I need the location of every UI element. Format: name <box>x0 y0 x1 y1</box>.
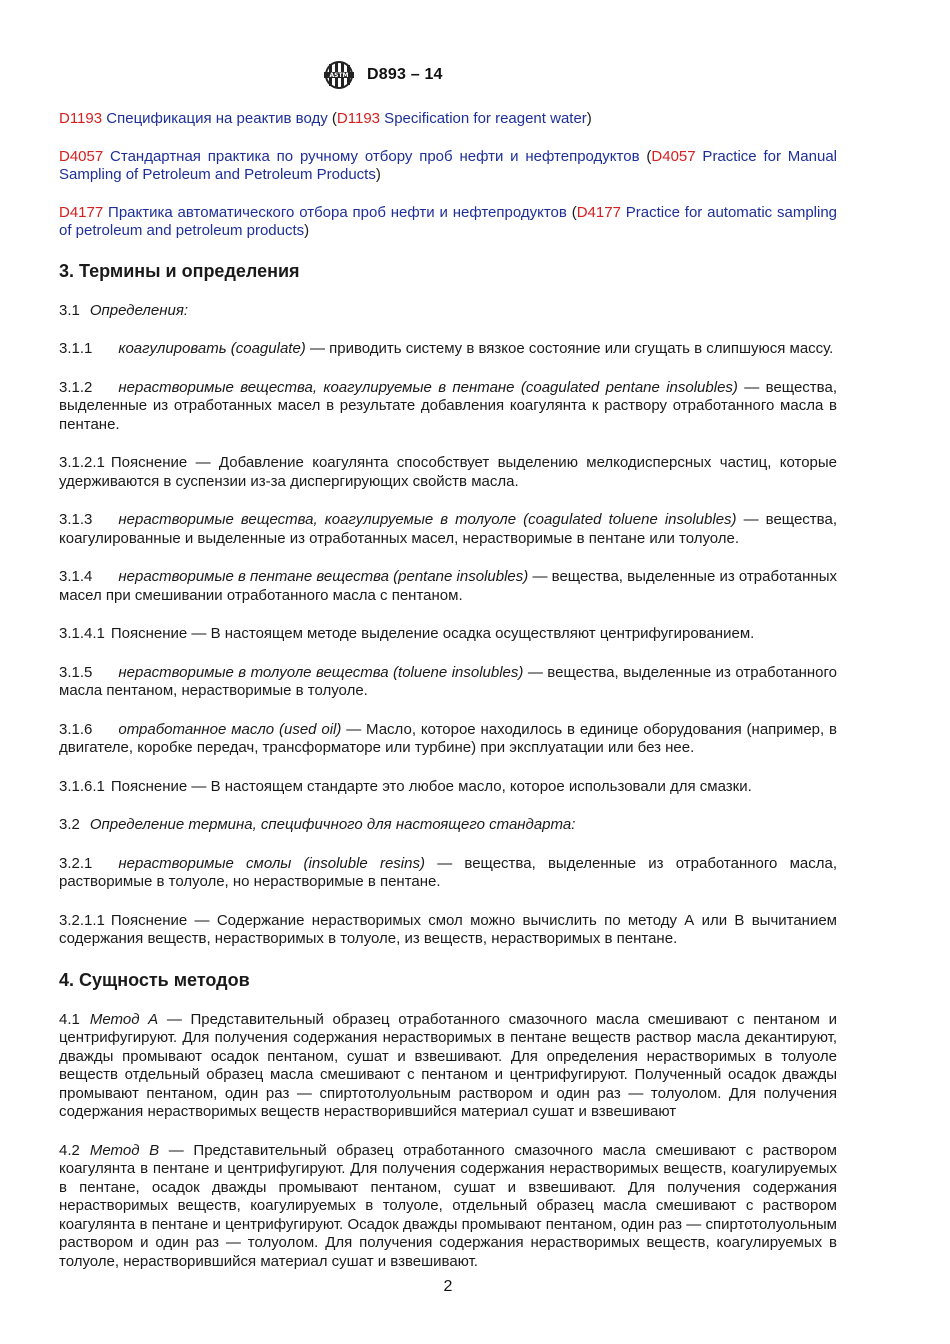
clause-number: 3.1.3 <box>59 511 93 528</box>
clause-number: 3.1.2 <box>59 378 93 396</box>
clause-number: 3.1.2.1 <box>59 454 105 471</box>
section3-items <box>59 302 837 949</box>
section-heading: 3. Термины и определения <box>59 260 300 281</box>
definition-paragraph <box>59 664 837 701</box>
section4-items <box>59 1011 837 1272</box>
reference-title-en: Practice for automatic sampling of petroleum and petroleum products <box>59 203 838 239</box>
reference-item <box>59 148 837 185</box>
clause-text: — вещества, коагулированные и выделенные из отработанных масел, нерастворимые в пентане или толуоле. <box>59 511 837 547</box>
definition-paragraph <box>59 855 837 892</box>
clause-text: — вещества, выделенные из отработанных масел в результате добавления коагулянта к раствору отработанного масла в пентане. <box>59 378 837 433</box>
reference-code-link[interactable]: D4057 <box>651 147 696 165</box>
definition-paragraph <box>59 340 837 359</box>
clause-number: 3.2.1.1 <box>59 911 105 929</box>
definition-paragraph <box>59 816 837 835</box>
clause-number: 3.1.5 <box>59 663 93 681</box>
clause-number: 3.1.6.1 <box>59 777 105 795</box>
reference-code-link[interactable]: D4057 <box>59 147 104 165</box>
definition-paragraph <box>59 778 837 797</box>
document-header <box>321 58 443 92</box>
clause-text: Пояснение — Содержание нерастворимых смол можно вычислить по методу А или В вычитанием содержания веществ, нерастворимых в толуоле, из веществ, нерастворимых в пентане. <box>59 911 837 947</box>
clause-number: 4.2 <box>59 1141 80 1159</box>
reference-title-en: Specification for reagent water <box>380 110 587 127</box>
clause-text: Пояснение — В настоящем методе выделение осадка осуществляют центрифугированием. <box>110 625 755 642</box>
definition-paragraph <box>59 1011 837 1122</box>
reference-code-link[interactable]: D1193 <box>59 110 103 127</box>
clause-number: 4.1 <box>59 1010 80 1028</box>
clause-term: Определение термина, специфичного для настоящего стандарта: <box>89 816 576 833</box>
clause-text: — вещества, выделенные из отработанных масел при смешивании отработанного масла с пентаном. <box>59 568 837 604</box>
clause-number: 3.1.4.1 <box>59 625 105 642</box>
reference-code-link[interactable]: D4177 <box>576 203 621 221</box>
clause-term: нерастворимые вещества, коагулируемые в толуоле (coagulated toluene insolubles) <box>118 511 737 528</box>
clause-text: Пояснение — В настоящем стандарте это любое масло, которое использовали для смазки. <box>110 777 752 795</box>
clause-number: 3.2.1 <box>59 854 93 872</box>
definition-paragraph <box>59 568 837 605</box>
clause-number: 3.1.4 <box>59 568 93 585</box>
definition-paragraph <box>59 1142 837 1272</box>
astm-logo-icon <box>321 59 357 91</box>
clause-number: 3.2 <box>59 816 80 833</box>
reference-item <box>59 110 837 129</box>
definition-paragraph <box>59 721 837 758</box>
clause-text: Пояснение — Добавление коагулянта способствует выделению мелкодисперсных частиц, которые удерживаются в суспензии из-за диспергирующих свойств масла. <box>59 454 837 490</box>
reference-title-ru: Практика автоматического отбора проб нефти и нефтепродуктов <box>108 203 567 221</box>
reference-title-en: Practice for Manual Sampling of Petroleum and Petroleum Products <box>59 147 837 183</box>
definition-paragraph <box>59 625 837 644</box>
reference-open-paren: ( <box>639 147 652 165</box>
reference-title-ru: Спецификация на реактив воду <box>106 110 328 127</box>
reference-close-paren: ) <box>586 110 592 127</box>
definition-paragraph <box>59 302 837 321</box>
definition-paragraph <box>59 379 837 435</box>
clause-term: нерастворимые вещества, коагулируемые в пентане (coagulated pentane insolubles) <box>118 378 738 396</box>
svg-text:ASTM: ASTM <box>329 72 349 79</box>
reference-title-ru: Стандартная практика по ручному отбору проб нефти и нефтепродуктов <box>110 147 640 165</box>
clause-text: — Представительный образец отработанного смазочного масла смешивают с раствором коагулянта в пентане и центрифугируют. Для получения содержания нерастворимых веществ, коагулируемых в пентане, осадок дважды промывают пентаном, сушат и взвешивают. Для получения содержания нерастворимых веществ, коагулируемых в толуоле, отдельный образец масла смешивают с раствором коагулянта в пентане и центрифугируют. Осадок дважды промывают пентаном, один раз — спиртотолуольным раствором и один раз — толуолом. Для получения содержания нерастворимых веществ, коагулируемых в толуоле, нерастворившийся материал сушат и взвешивают. <box>59 1141 837 1270</box>
reference-open-paren: ( <box>327 110 337 127</box>
document-body <box>59 110 837 1291</box>
definition-paragraph <box>59 454 837 491</box>
clause-number: 3.1.1 <box>59 340 93 357</box>
clause-term: отработанное масло (used oil) <box>118 720 342 738</box>
page-number: 2 <box>443 1278 453 1295</box>
clause-term: Метод В <box>89 1141 160 1159</box>
clause-term: коагулировать (coagulate) <box>118 340 306 357</box>
clause-term: нерастворимые в пентане вещества (pentane insolubles) <box>118 568 529 585</box>
clause-text: — Масло, которое находилось в единице оборудования (например, в двигателе, коробке передач, трансформаторе или турбине) при эксплуатации или без нее. <box>59 720 837 756</box>
section-heading: 4. Сущность методов <box>59 969 250 990</box>
clause-term: нерастворимые в толуоле вещества (toluene insolubles) <box>118 663 524 681</box>
clause-term: Метод А <box>89 1010 159 1028</box>
clause-number: 3.1.6 <box>59 720 93 738</box>
reference-item <box>59 204 837 241</box>
clause-text: — вещества, выделенные из отработанного масла, растворимые в толуоле, но нерастворимые в пентане. <box>59 854 837 890</box>
reference-code-link[interactable]: D1193 <box>336 110 381 127</box>
clause-text: — приводить систему в вязкое состояние или сгущать в слипшуюся массу. <box>305 340 834 357</box>
document-id: D893 – 14 <box>367 66 443 83</box>
definition-paragraph <box>59 912 837 949</box>
reference-close-paren: ) <box>304 222 310 239</box>
definition-paragraph <box>59 511 837 548</box>
clause-text: — вещества, выделенные из отработанного масла пентаном, нерастворимые в толуоле. <box>59 663 837 699</box>
clause-text: — Представительный образец отработанного смазочного масла смешивают с пентаном и центрифугируют. Для получения содержания нерастворимых в пентане веществ раствор масла декантируют, дважды промывают осадок пентаном, сушат и взвешивают. Для определения нерастворимых в толуоле веществ отдельный образец масла смешивают с пентаном и центрифугируют. Полученный осадок дважды промывают пентаном, один раз — спиртотолуольным раствором и один раз — толуолом. Для получения содержания нерастворимых веществ нерастворившийся материал сушат и взвешивают <box>59 1010 837 1120</box>
reference-open-paren: ( <box>566 203 577 221</box>
reference-code-link[interactable]: D4177 <box>59 203 104 221</box>
clause-term: Определения: <box>89 301 189 319</box>
clause-term: нерастворимые смолы (insoluble resins) <box>118 854 425 872</box>
clause-number: 3.1 <box>59 301 80 319</box>
reference-close-paren: ) <box>375 166 381 183</box>
document-page <box>59 0 837 1344</box>
